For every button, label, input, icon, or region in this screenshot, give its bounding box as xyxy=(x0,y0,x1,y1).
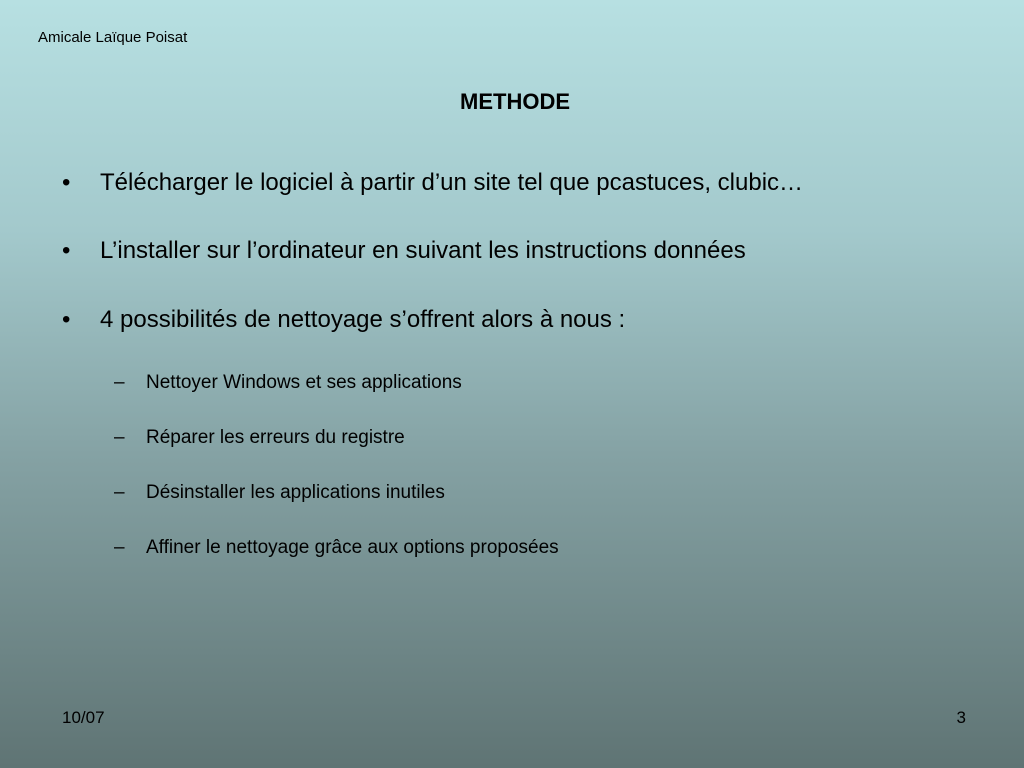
sub-bullet-marker: – xyxy=(114,372,125,393)
bullet-item xyxy=(62,236,746,266)
bullet-text: 4 possibilités de nettoyage s’offrent alors à nous : xyxy=(100,306,626,333)
bullet-item xyxy=(62,168,803,198)
sub-bullet-text: Nettoyer Windows et ses applications xyxy=(146,372,462,393)
sub-bullet-marker: – xyxy=(114,482,125,503)
bullet-marker: • xyxy=(62,237,71,264)
bullet-item xyxy=(62,305,625,335)
bullet-text: L’installer sur l’ordinateur en suivant les instructions données xyxy=(100,237,746,264)
footer-date: 10/07 xyxy=(62,708,105,727)
sub-bullet-text: Affiner le nettoyage grâce aux options proposées xyxy=(146,537,559,558)
sub-bullet-item xyxy=(114,481,445,505)
sub-bullet-item xyxy=(114,426,405,450)
sub-bullet-marker: – xyxy=(114,537,125,558)
sub-bullet-marker: – xyxy=(114,427,125,448)
bullet-marker: • xyxy=(62,306,71,333)
sub-bullet-item xyxy=(114,536,559,560)
sub-bullet-item xyxy=(114,371,462,395)
slide-title: METHODE xyxy=(460,89,570,114)
page-number: 3 xyxy=(956,708,966,727)
bullet-marker: • xyxy=(62,169,71,196)
bullet-text: Télécharger le logiciel à partir d’un site tel que pcastuces, clubic… xyxy=(100,169,804,196)
sub-bullet-text: Désinstaller les applications inutiles xyxy=(146,482,445,503)
sub-bullet-text: Réparer les erreurs du registre xyxy=(146,427,405,448)
organization-label: Amicale Laïque Poisat xyxy=(38,29,188,46)
